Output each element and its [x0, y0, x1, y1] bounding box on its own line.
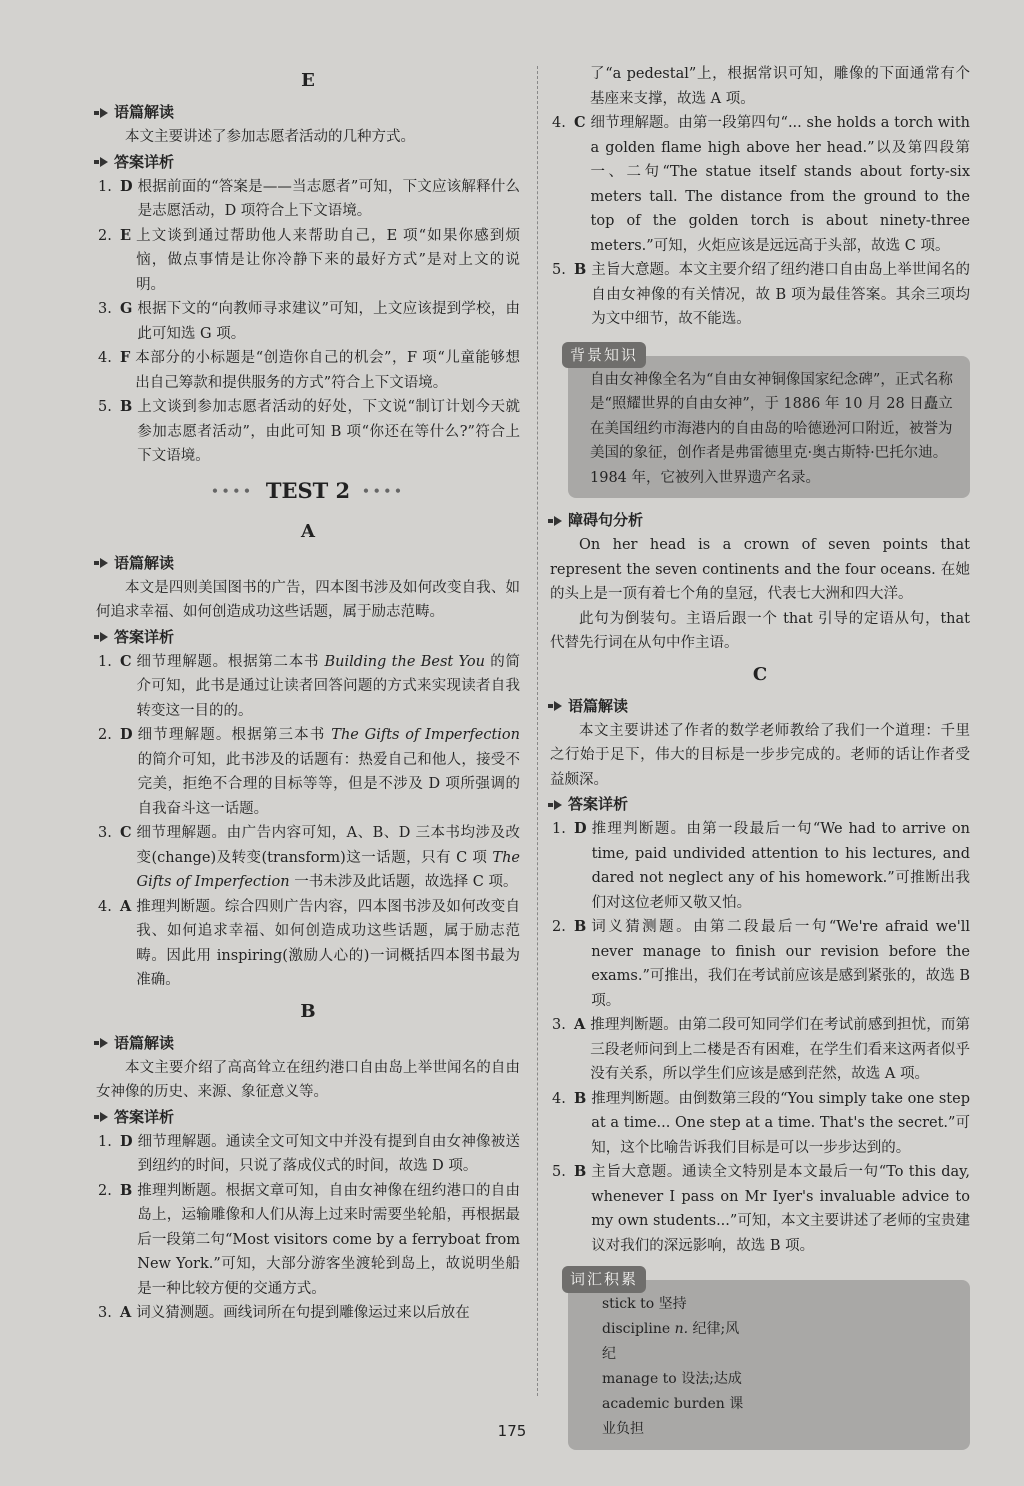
- page-number: 175: [497, 1422, 527, 1440]
- summary-heading: 语篇解读: [96, 1031, 520, 1056]
- answer-continuation: 了“a pedestal”上，根据常识可知，雕像的下面通常有个基座来支撑，故选 A 项。: [590, 66, 970, 107]
- answer-item: 2. D 细节理解题。根据第三本书 The Gifts of Imperfection 的简介可知，此书涉及的话题有：热爱自己和他人，接受不完美，拒绝不合理的目标等等，但是不涉及 D 项所强调的自我奋斗这一话题。: [98, 726, 521, 817]
- section-title-b: B: [300, 1000, 316, 1022]
- section-title-a: A: [301, 520, 315, 542]
- difficult-note: 此句为倒装句。主语后跟一个 that 引导的定语从句，that 代替先行词在从句中作主语。: [550, 610, 970, 651]
- book-title: The Gifts of Imperfection: [331, 727, 521, 743]
- answers-heading: 答案详析: [96, 625, 520, 650]
- summary-heading: 语篇解读: [96, 551, 520, 576]
- summary-text: 本文主要介绍了高高耸立在纽约港口自由岛上举世闻名的自由女神像的历史、来源、象征意义等。: [96, 1059, 520, 1100]
- answer-item: 5. B 上文谈到参加志愿者活动的好处，下文说“制订计划今天就参加志愿者活动”，由此可知 B 项“你还在等什么?”符合上下文语境。: [98, 398, 520, 464]
- vocab-item: discipline n. 纪律;风纪: [602, 1321, 740, 1362]
- book-title: Building the Best You: [324, 653, 485, 670]
- arrow-icon: [100, 157, 108, 167]
- test-title: •••• TEST 2 ••••: [96, 469, 520, 513]
- answer-item: 4. C 细节理解题。由第一段第四句“... she holds a torch with a golden flame high above her head.”以及第四段第一、二句“The statue itself stands about forty-six meters tall. The distance from the ground to the top of the golden torch is about ninety-three meters.”可知，火炬应该是远远高于头部，故选 C 项。: [552, 114, 970, 254]
- vocab-item: manage to 设法;达成: [602, 1371, 742, 1387]
- arrow-icon: [100, 558, 108, 568]
- arrow-icon: [100, 1112, 108, 1122]
- answer-item: 1. C 细节理解题。根据第二本书 Building the Best You 的简介可知，此书是通过让读者回答问题的方式来实现读者自我转变这一目的的。: [98, 652, 521, 719]
- arrow-icon: [554, 701, 562, 711]
- difficult-sentence-heading: 障碍句分析: [550, 508, 970, 533]
- summary-heading: 语篇解读: [550, 694, 970, 719]
- vocab-item: academic burden 课业负担: [602, 1396, 744, 1437]
- answer-item: 1. D 推理判断题。由第一段最后一句“We had to arrive on time, paid undivided attention to his lectures, and dared not neglect any of his homework.”可推断出我们对这位老师又敬又怕。: [552, 820, 970, 911]
- answer-item: 4. A 推理判断题。综合四则广告内容，四本图书涉及如何改变自我、如何追求幸福、如何创造成功这些话题，属于励志范畴。因此用 inspiring(激励人心的)一词概括四本图书最为准确。: [98, 897, 520, 988]
- arrow-icon: [554, 516, 562, 526]
- answer-item: 3. G 根据下文的“向教师寻求建议”可知，上文应该提到学校，由此可知选 G 项。: [98, 300, 520, 342]
- section-title-e: E: [301, 70, 315, 91]
- answer-item: 2. E 上文谈到通过帮助他人来帮助自己，E 项“如果你感到烦恼，做点事情是让你冷静下来的最好方式”是对上文的说明。: [98, 226, 520, 293]
- answer-item: 3. A 词义猜测题。画线词所在句提到雕像运过来以后放在: [98, 1304, 470, 1321]
- background-text: 自由女神像全名为“自由女神铜像国家纪念碑”，正式名称是“照耀世界的自由女神”，于 1886 年 10 月 28 日矗立在美国纽约市海港内的自由岛的哈德逊河口附近，被誉为美国的象征，创作者是弗雷德里克·奥古斯特·巴托尔迪。1984 年，它被列入世界遗产名录。: [590, 371, 953, 486]
- difficult-sentence: On her head is a crown of seven points that represent the seven continents and the four oceans. 在她的头上是一顶有着七个角的皇冠，代表七大洲和四大洋。: [550, 537, 970, 602]
- summary-text: 本文主要讲述了作者的数学老师教给了我们一个道理：千里之行始于足下，伟大的目标是一步步完成的。老师的话让作者受益颇深。: [550, 722, 970, 788]
- answer-item: 4. F 本部分的小标题是“创造你自己的机会”，F 项“儿童能够想出自己筹款和提供服务的方式”符合上下文语境。: [98, 349, 520, 391]
- answer-item: 2. B 推理判断题。根据文章可知，自由女神像在纽约港口的自由岛上，运输雕像和人们从海上过来时需要坐轮船，再根据最后一段第二句“Most visitors come by a ferryboat from New York.”可知，大部分游客坐渡轮到岛上，故说明坐船是一种比较方便的交通方式。: [98, 1181, 520, 1297]
- column-divider: [537, 66, 538, 1396]
- vocabulary-tag: 词汇积累: [562, 1266, 646, 1293]
- answer-item: 1. D 根据前面的“答案是——当志愿者”可知，下文应该解释什么是志愿活动，D 项符合上下文语境。: [98, 177, 520, 219]
- answer-item: 2. B 词义猜测题。由第二段最后一句“We're afraid we'll never manage to finish our revision before the exams.”可推出，我们在考试前应该是感到紧张的，故选 B 项。: [552, 918, 970, 1009]
- arrow-icon: [100, 108, 108, 118]
- answer-item: 5. B 主旨大意题。通读全文特别是本文最后一句“To this day, whenever I pass on Mr Iyer's invaluable advice to my own students...”可知，本文主要讲述了老师的宝贵建议对我们的深远影响，故选 B 项。: [552, 1163, 970, 1254]
- summary-heading: 语篇解读: [96, 100, 520, 125]
- dots-decoration: ••••: [211, 483, 254, 498]
- arrow-icon: [100, 632, 108, 642]
- answer-item: 1. D 细节理解题。通读全文可知文中并没有提到自由女神像被送到纽约的时间，只说了落成仪式的时间，故选 D 项。: [98, 1132, 520, 1174]
- answer-item: 5. B 主旨大意题。本文主要介绍了纽约港口自由岛上举世闻名的自由女神像的有关情况，故 B 项为最佳答案。其余三项均为文中细节，故不能选。: [552, 261, 970, 327]
- answers-heading: 答案详析: [96, 1105, 520, 1130]
- book-title: The Gifts of Imperfection: [136, 849, 520, 890]
- vocab-item: stick to 坚持: [602, 1296, 687, 1312]
- section-title-c: C: [752, 663, 768, 685]
- answer-item: 4. B 推理判断题。由倒数第三段的“You simply take one step at a time... One step at a time. That's the secret.”可知，这个比喻告诉我们目标是可以一步步达到的。: [552, 1089, 970, 1156]
- arrow-icon: [554, 800, 562, 810]
- dots-decoration: ••••: [362, 483, 405, 498]
- answer-item: 3. C 细节理解题。由广告内容可知，A、B、D 三本书均涉及改变(change)及转变(transform)这一话题，只有 C 项 The Gifts of Imperfection 一书未涉及此话题，故选择 C 项。: [98, 824, 520, 890]
- summary-text: 本文是四则美国图书的广告，四本图书涉及如何改变自我、如何追求幸福、如何创造成功这些话题，属于励志范畴。: [96, 579, 520, 620]
- arrow-icon: [100, 1038, 108, 1048]
- answer-item: 3. A 推理判断题。由第二段可知同学们在考试前感到担忧，而第三段老师问到上二楼是否有困难，在学生们看来这两者似乎没有关系，所以学生们应该是感到茫然，故选 A 项。: [552, 1016, 970, 1082]
- left-column: [96, 62, 520, 1326]
- background-knowledge-box: [568, 345, 970, 499]
- right-column: [550, 62, 970, 1450]
- summary-text: 本文主要讲述了参加志愿者活动的几种方式。: [125, 129, 415, 145]
- answers-heading: 答案详析: [96, 150, 520, 175]
- background-tag: 背景知识: [562, 342, 646, 369]
- answers-heading: 答案详析: [550, 792, 970, 817]
